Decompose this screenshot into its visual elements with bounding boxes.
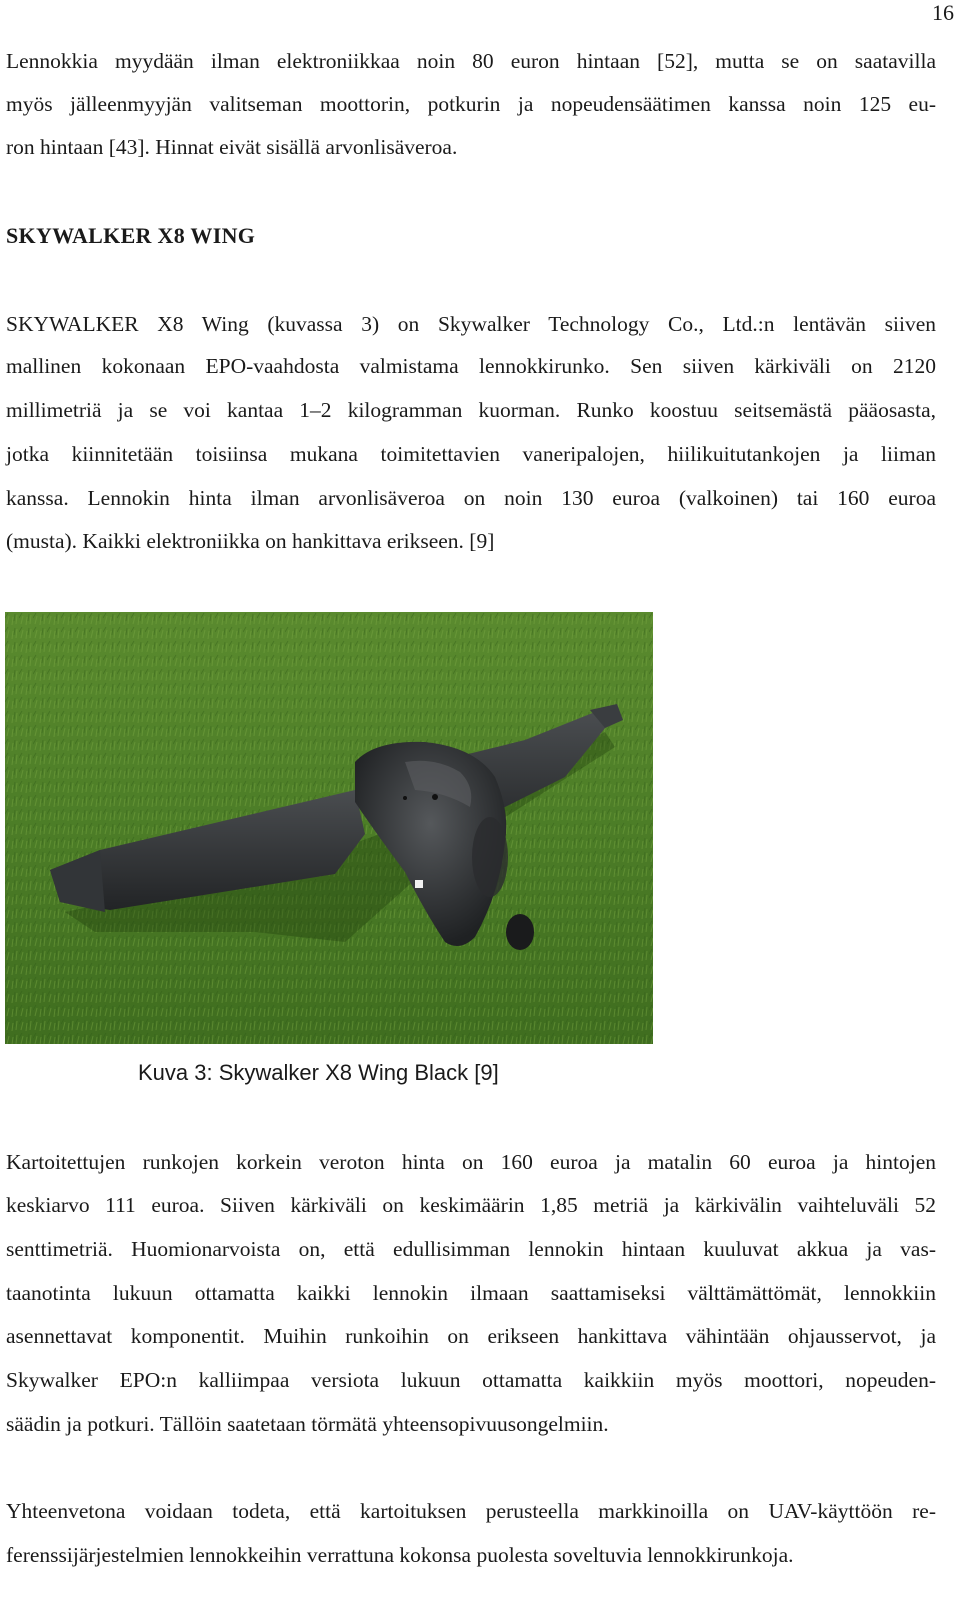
figure-photo	[5, 612, 653, 1044]
section-line-1: SKYWALKER X8 Wing (kuvassa 3) on Skywalker Technology Co., Ltd.:n lentävän siiven	[6, 312, 936, 336]
page-number: 16	[932, 0, 954, 25]
section-heading: SKYWALKER X8 WING	[6, 223, 256, 248]
conclusion-line-2: ferenssijärjestelmien lennokkeihin verrattuna kokonsa puolesta soveltuvia lennokkirunkoja.	[6, 1543, 794, 1567]
intro-line-2: myös jälleenmyyjän valitseman moottorin, potkurin ja nopeudensäätimen kanssa noin 125 eu-	[6, 92, 936, 116]
summary-line-7: säädin ja potkuri. Tällöin saatetaan törmätä yhteensopivuusongelmiin.	[6, 1412, 609, 1436]
summary-line-6: Skywalker EPO:n kalliimpaa versiota lukuun ottamatta kaikkiin myös moottori, nopeuden-	[6, 1368, 936, 1392]
intro-line-3: ron hintaan [43]. Hinnat eivät sisällä arvonlisäveroa.	[6, 135, 458, 159]
summary-line-4: taanotinta lukuun ottamatta kaikki lennokin ilmaan saattamiseksi välttämättömät, lennokkiin	[6, 1281, 936, 1305]
summary-line-2: keskiarvo 111 euroa. Siiven kärkiväli on keskimäärin 1,85 metriä ja kärkivälin vaihteluväli 52	[6, 1193, 936, 1217]
figure-caption: Kuva 3: Skywalker X8 Wing Black [9]	[138, 1060, 499, 1085]
section-line-5: kanssa. Lennokin hinta ilman arvonlisäveroa on noin 130 euroa (valkoinen) tai 160 euroa	[6, 486, 936, 510]
section-line-3: millimetriä ja se voi kantaa 1–2 kilogramman kuorman. Runko koostuu seitsemästä pääosasta,	[6, 398, 936, 422]
section-line-6: (musta). Kaikki elektroniikka on hankittava erikseen. [9]	[6, 529, 495, 553]
intro-line-1: Lennokkia myydään ilman elektroniikkaa noin 80 euron hintaan [52], mutta se on saatavilla	[6, 49, 936, 73]
section-line-4: jotka kiinnitetään toisiinsa mukana toimitettavien vaneripalojen, hiilikuitutankojen ja liiman	[6, 442, 936, 466]
summary-line-5: asennettavat komponentit. Muihin runkoihin on erikseen hankittava vähintään ohjausservot, ja	[6, 1324, 936, 1348]
section-line-2: mallinen kokonaan EPO-vaahdosta valmistama lennokkirunko. Sen siiven kärkiväli on 2120	[6, 354, 936, 378]
conclusion-line-1: Yhteenvetona voidaan todeta, että kartoituksen perusteella markkinoilla on UAV-käyttöön re-	[6, 1499, 936, 1523]
summary-line-1: Kartoitettujen runkojen korkein veroton hinta on 160 euroa ja matalin 60 euroa ja hintojen	[6, 1150, 936, 1174]
summary-line-3: senttimetriä. Huomionarvoista on, että edullisimman lennokin hintaan kuuluvat akkua ja vas-	[6, 1237, 936, 1261]
